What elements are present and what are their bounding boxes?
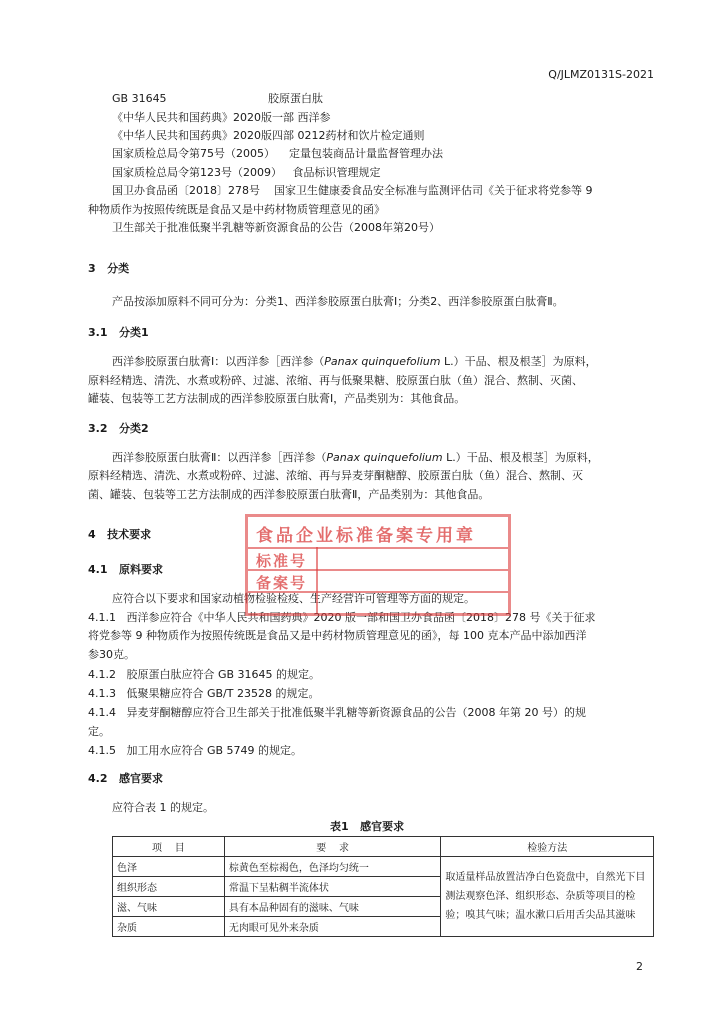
paragraph-line: 罐装、包装等工艺方法制成的西洋参胶原蛋白肽膏Ⅰ，产品类别为：其他食品。 [88,392,466,405]
requirement-line: 定。 [88,725,110,738]
table-row [113,857,654,877]
subsection-heading: 3.1 分类1 [88,326,149,339]
stamp-label: 标准号 [256,552,308,570]
paragraph: 应符合以下要求和国家动植物检验检疫、生产经营许可管理等方面的规定。 [112,592,475,605]
requirement-line: 4.1.3 低聚果糖应符合 GB/T 23528 的规定。 [88,687,320,700]
section-heading: 4 技术要求 [88,528,152,541]
table-cell: 无肉眼可见外来杂质 [224,917,441,937]
document-code: Q/JLMZ0131S-2021 [548,68,654,81]
requirement-line: 4.1.1 西洋参应符合《中华人民共和国药典》2020 版一部和国卫办食品函〔2018〕278 号《关于征求 [88,611,596,624]
requirement-line: 4.1.2 胶原蛋白肽应符合 GB 31645 的规定。 [88,668,321,681]
text-run: L.）干品、根及根茎］为原料， [440,355,597,368]
latin-name: Panax quinquefolium [324,355,441,368]
paragraph-line [112,355,597,369]
reference-item: 《中华人民共和国药典》2020版四部 0212药材和饮片检定通则 [112,129,425,142]
requirement-line: 4.1.5 加工用水应符合 GB 5749 的规定。 [88,744,303,757]
table-header-row [113,837,654,857]
stamp-divider [316,547,318,613]
stamp-title: 食品企业标准备案专用章 [256,526,476,546]
stamp-label: 备案号 [256,574,308,592]
requirement-line: 将党参等 9 种物质作为按照传统既是食品又是中药材物质管理意见的函》，每 100 克本产品中添加西洋 [88,629,587,642]
paragraph-line [112,451,599,465]
table-caption: 表1 感官要求 [330,820,405,833]
text-run: L.）干品、根及根茎］为原料， [442,451,599,464]
stamp-row [248,591,508,615]
column-header: 项 目 [113,837,225,857]
reference-item: 国家质检总局令第75号（2005） 定量包装商品计量监督管理办法 [112,147,443,160]
paragraph: 应符合表 1 的规定。 [112,801,214,814]
filing-stamp [245,514,511,616]
paragraph: 产品按添加原料不同可分为：分类1、西洋参胶原蛋白肽膏Ⅰ；分类2、西洋参胶原蛋白肽膏Ⅱ。 [112,295,564,308]
subsection-heading: 4.2 感官要求 [88,772,163,785]
inspection-method-cell: 取适量样品放置洁净白色瓷盘中，自然光下目测法观察色泽、组织形态、杂质等项目的检验；嗅其气味；温水漱口后用舌尖品其滋味 [441,857,654,937]
paragraph-line: 原料经精选、清洗、水煮或粉碎、过滤、浓缩、再与异麦芽酮糖醇、胶原蛋白肽（鱼）混合、熬制、灭 [88,469,583,482]
requirement-line: 参30克。 [88,648,135,661]
reference-item: GB 31645 胶原蛋白肽 [112,92,323,105]
latin-name: Panax quinquefolium [326,451,443,464]
reference-item: 国家质检总局令第123号（2009） 食品标识管理规定 [112,166,381,179]
stamp-row [248,569,508,593]
paragraph-line: 菌、罐装、包装等工艺方法制成的西洋参胶原蛋白肽膏Ⅱ，产品类别为：其他食品。 [88,488,490,501]
reference-item: 种物质作为按照传统既是食品又是中药材物质管理意见的函》 [88,203,385,216]
table-cell: 常温下呈粘稠半流体状 [224,877,441,897]
table-cell: 滋、气味 [113,897,225,917]
text-run: 西洋参胶原蛋白肽膏Ⅰ：以西洋参［西洋参（ [112,355,325,368]
sensory-table [112,836,654,937]
reference-item: 《中华人民共和国药典》2020版一部 西洋参 [112,111,331,124]
requirement-line: 4.1.4 异麦芽酮糖醇应符合卫生部关于批准低聚半乳糖等新资源食品的公告（2008 年第 20 号）的规 [88,706,586,719]
subsection-heading: 4.1 原料要求 [88,563,163,576]
column-header: 检验方法 [441,837,654,857]
text-run: 西洋参胶原蛋白肽膏Ⅱ：以西洋参［西洋参（ [112,451,327,464]
table-cell: 色泽 [113,857,225,877]
reference-item: 国卫办食品函〔2018〕278号 国家卫生健康委食品安全标准与监测评估司《关于征求将党参等 9 [112,184,593,197]
table-cell: 组织形态 [113,877,225,897]
table-cell: 杂质 [113,917,225,937]
section-heading: 3 分类 [88,262,130,275]
reference-item: 卫生部关于批准低聚半乳糖等新资源食品的公告（2008年第20号） [112,221,440,234]
page-number: 2 [636,960,643,973]
paragraph-line: 原料经精选、清洗、水煮或粉碎、过滤、浓缩、再与低聚果糖、胶原蛋白肽（鱼）混合、熬制、灭菌、 [88,374,583,387]
table-cell: 棕黄色至棕褐色，色泽均匀统一 [224,857,441,877]
table-cell: 具有本品种固有的滋味、气味 [224,897,441,917]
subsection-heading: 3.2 分类2 [88,422,149,435]
column-header: 要 求 [224,837,441,857]
stamp-row [248,547,508,571]
